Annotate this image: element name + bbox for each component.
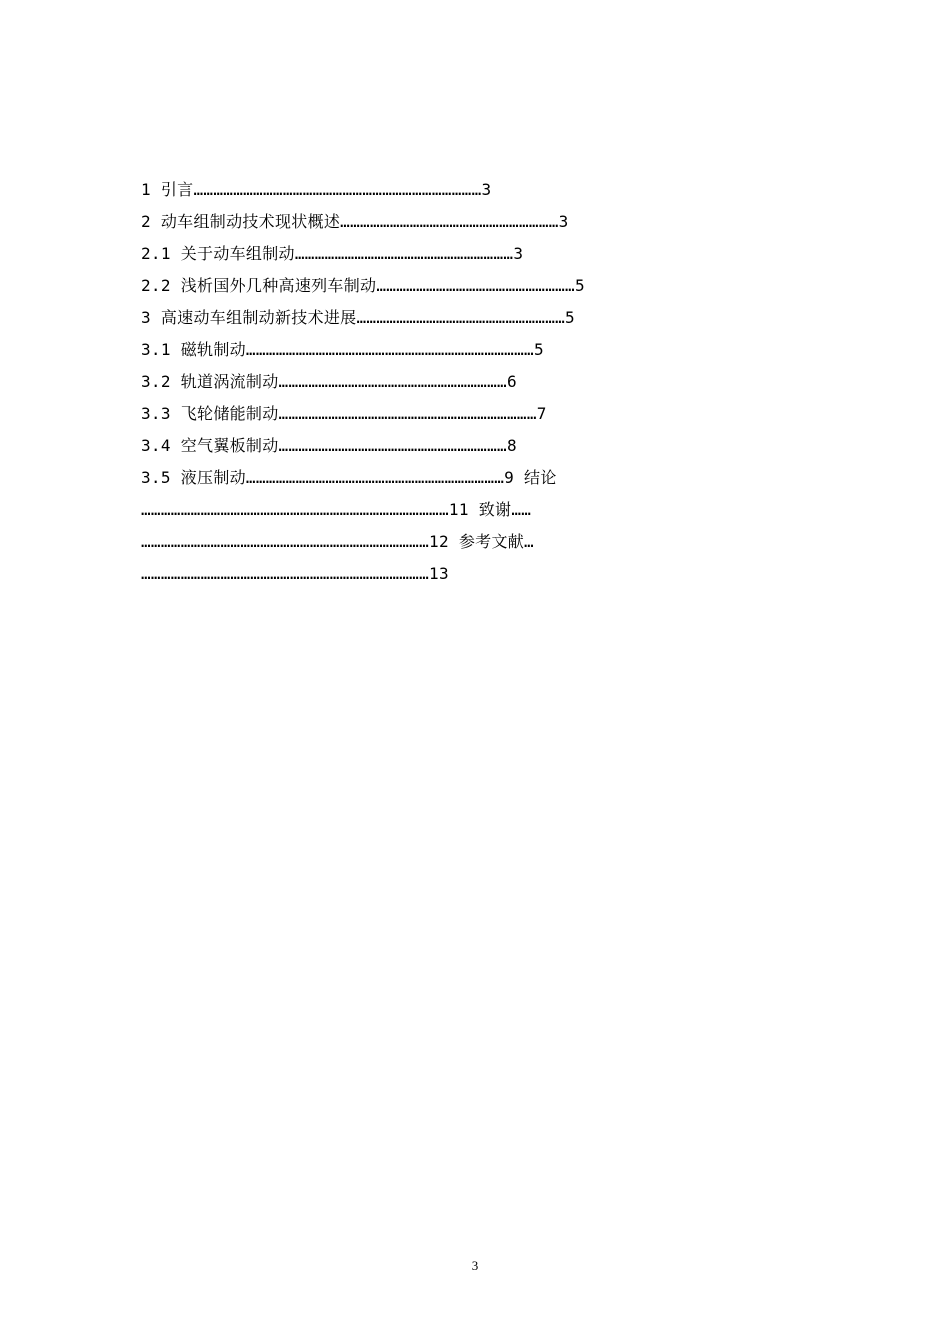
toc-line-3-3: 3.3 飞轮储能制动……………………………………………………………………7 — [141, 404, 547, 423]
toc-line-2-2: 2.2 浅析国外几种高速列车制动……………………………………………………5 — [141, 276, 585, 295]
toc-line-3-2: 3.2 轨道涡流制动……………………………………………………………6 — [141, 372, 517, 391]
toc-line-3-1: 3.1 磁轨制动……………………………………………………………………………5 — [141, 340, 544, 359]
toc-line-1: 1 引言……………………………………………………………………………3 — [141, 180, 492, 199]
toc-line-acknowledgements: ……………………………………………………………………………12 参考文献… — [141, 532, 534, 551]
toc-line-conclusion: …………………………………………………………………………………11 致谢…… — [141, 500, 532, 519]
toc-line-references: ……………………………………………………………………………13 — [141, 564, 449, 583]
toc-line-3-5: 3.5 液压制动……………………………………………………………………9 结论 — [141, 468, 557, 487]
toc-line-2: 2 动车组制动技术现状概述…………………………………………………………3 — [141, 212, 569, 231]
toc-line-2-1: 2.1 关于动车组制动…………………………………………………………3 — [141, 244, 524, 263]
toc-line-3-4: 3.4 空气翼板制动……………………………………………………………8 — [141, 436, 517, 455]
page-number: 3 — [471, 1258, 479, 1273]
toc-line-3: 3 高速动车组制动新技术进展………………………………………………………5 — [141, 308, 575, 327]
